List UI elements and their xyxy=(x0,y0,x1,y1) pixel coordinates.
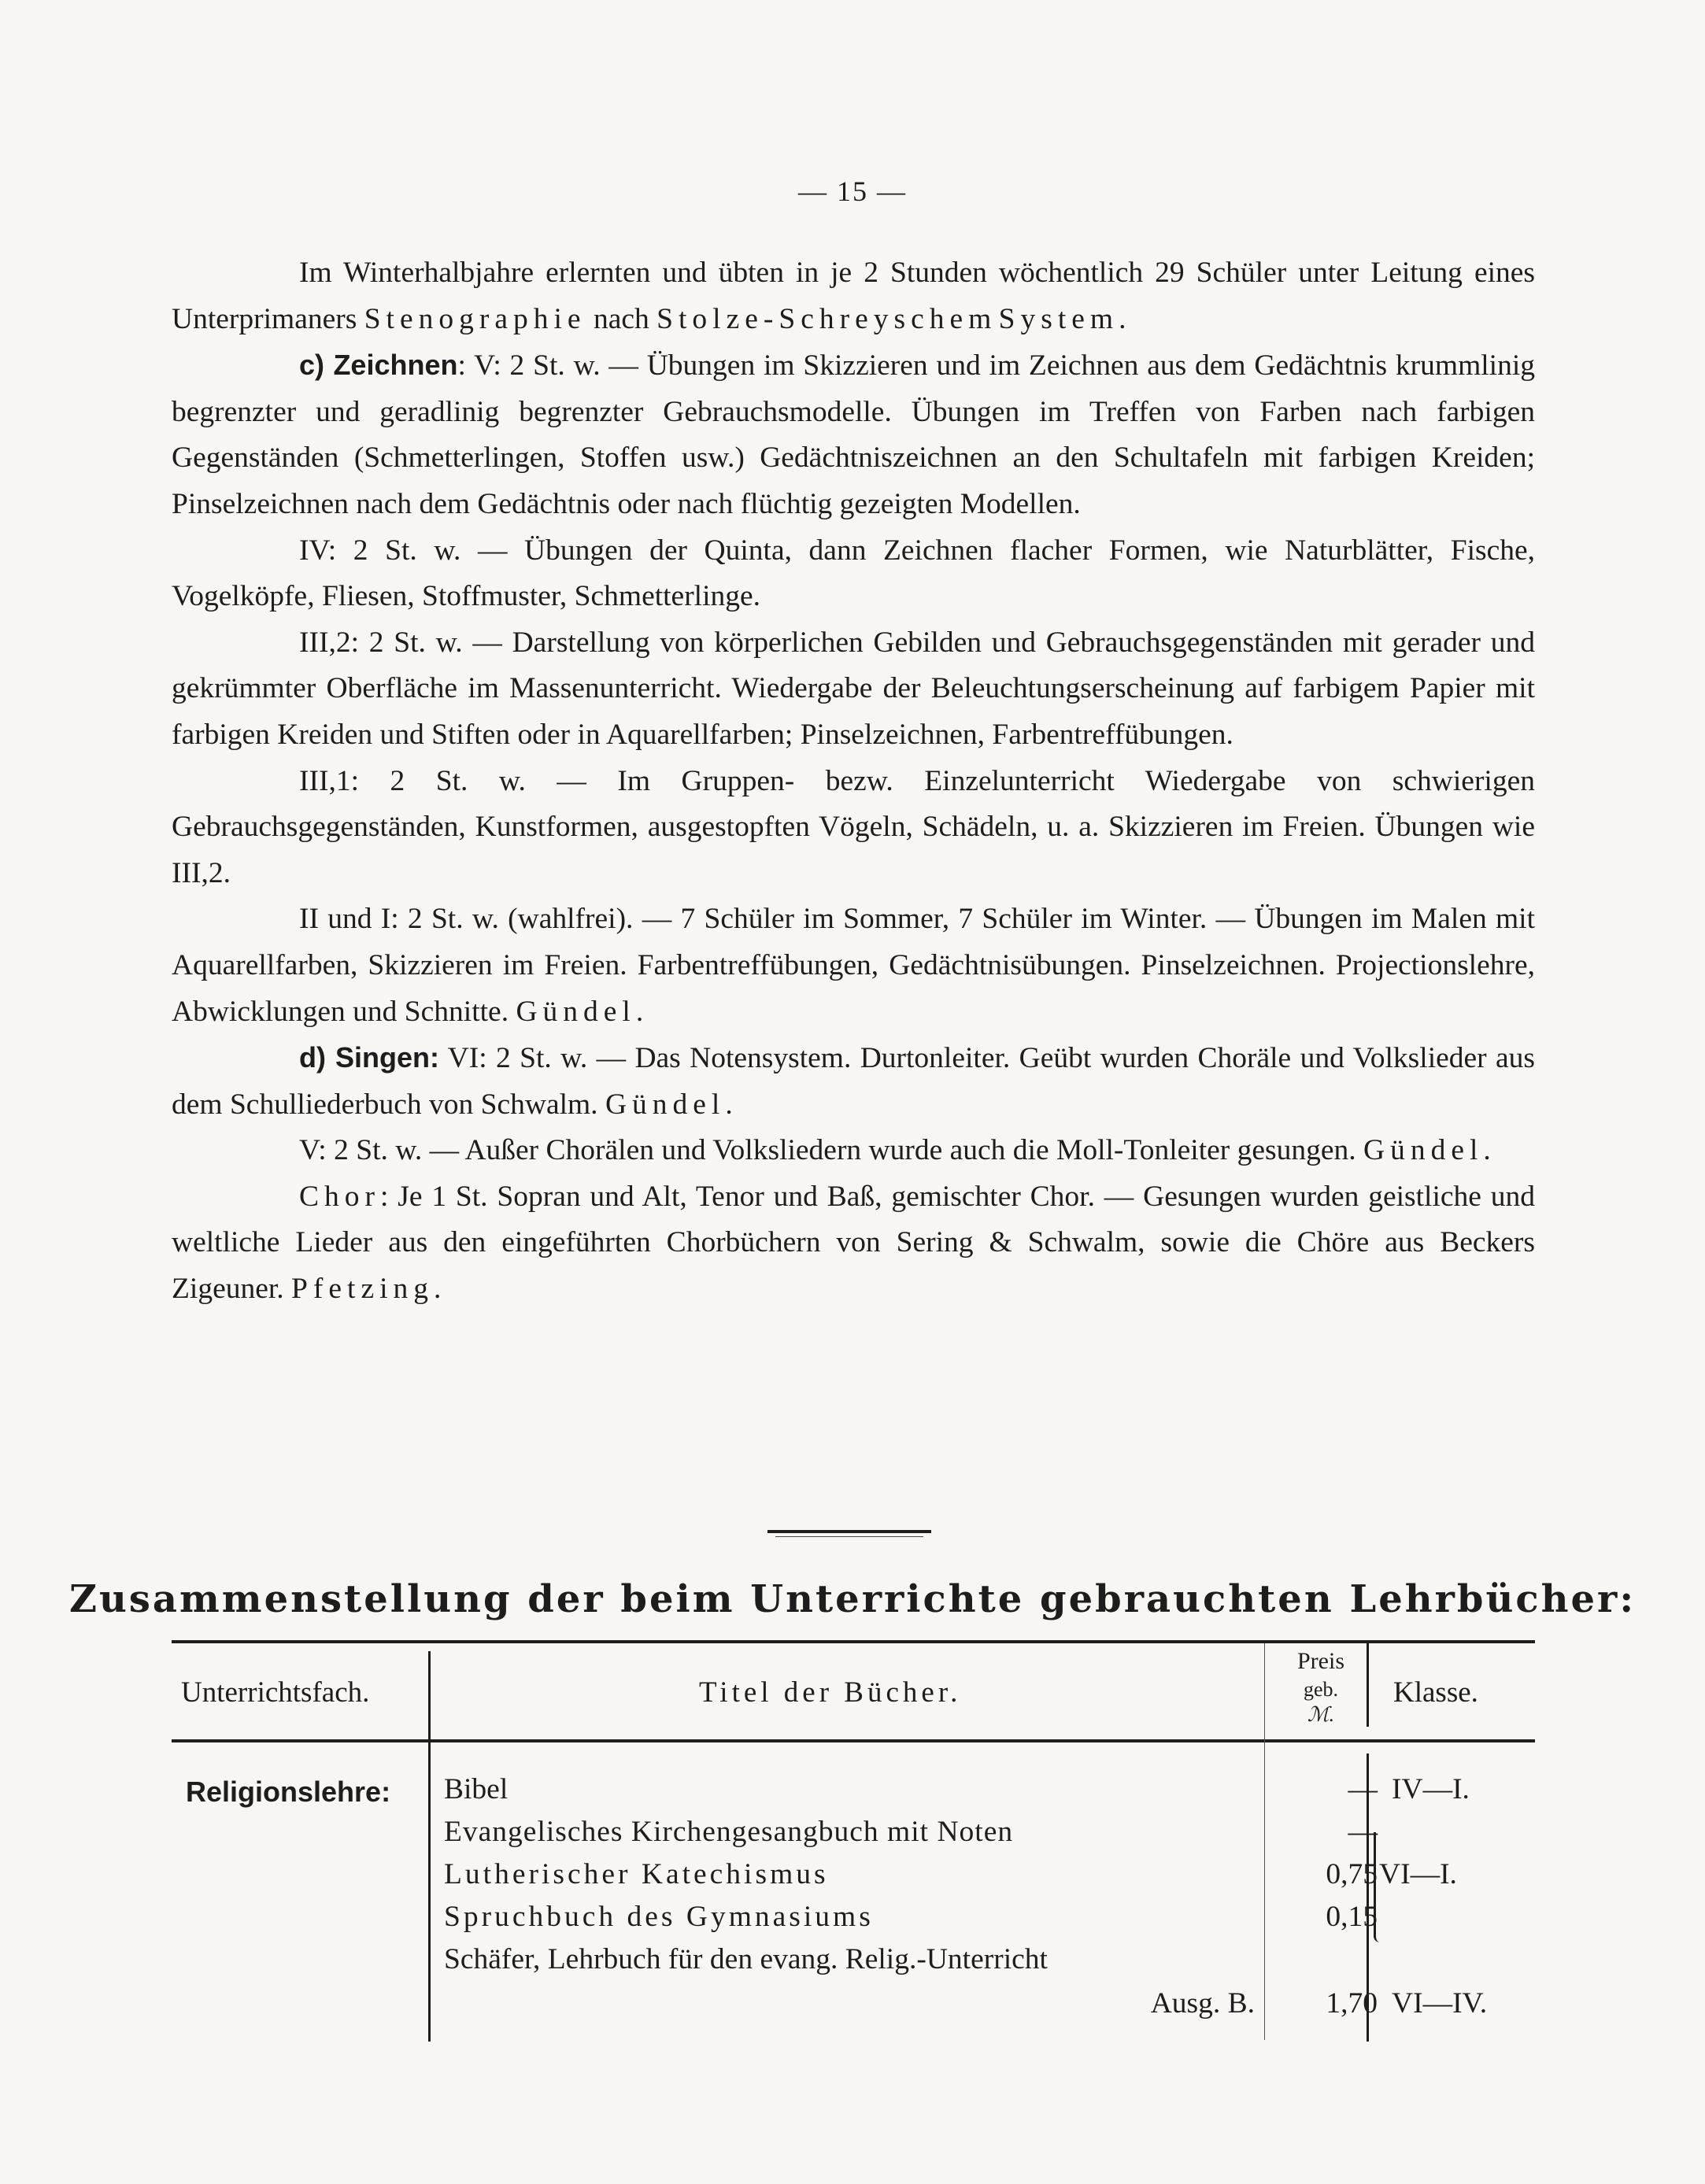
spaced-text: Chor xyxy=(299,1180,380,1213)
column-rule-price xyxy=(1367,1643,1369,1727)
subject-religionslehre: Religionslehre: xyxy=(186,1776,391,1808)
paragraph-text: Im Winterhalbjahre erlernten und übten in je 2 Stunden wöchentlich 29 Schüler unter Leitung eines Unterprimaners xyxy=(172,257,1535,335)
paragraph-text: III,1: 2 St. w. — Im Gruppen- bezw. Einzelunterricht Wiedergabe von schwierigen Gebrauchsgegenständen, Kunstformen, ausgestopften Vögeln, Schädeln, u. a. Skizzieren im Freien. Übungen wie III,2. xyxy=(172,764,1535,889)
paragraph-text: V: 2 St. w. — Außer Chorälen und Volksliedern wurde auch die Moll-Tonleiter gesungen. xyxy=(299,1134,1363,1167)
page-number: — 15 — xyxy=(798,176,907,207)
book-price: — xyxy=(1348,1816,1378,1848)
paragraph-text: . xyxy=(635,995,644,1028)
paragraph-text: II und I: 2 St. w. (wahlfrei). — 7 Schüler im Sommer, 7 Schüler im Winter. — Übungen im Malen mit Aquarellfarben, Skizzieren im Freien. Farbentreffübungen, Gedächtnisübungen. Pinselzeichnen. Projectionslehre, Abwicklungen und Schnitte. xyxy=(172,903,1535,1028)
paragraph xyxy=(172,250,1535,342)
paragraph-text: : Je 1 St. Sopran und Alt, Tenor und Baß, gemischter Chor. — Gesungen wurden geistliche und weltliche Lieder aus den eingeführten Chorbüchern von Sering & Schwalm, sowie die Chöre aus Beckers Zigeuner. xyxy=(172,1180,1535,1306)
paragraph xyxy=(172,759,1535,897)
paragraph-text: VI: 2 St. w. — Das Notensystem. Durtonleiter. Geübt wurden Choräle und Volkslieder aus dem Schulliederbuch von Schwalm. xyxy=(172,1042,1536,1121)
spaced-text: Pfetzing xyxy=(291,1273,435,1306)
book-klasse: VI—IV. xyxy=(1392,1987,1488,2020)
paragraph xyxy=(172,620,1535,759)
section-divider-thin xyxy=(775,1536,923,1537)
spaced-text: Gündel xyxy=(605,1088,726,1121)
book-title: Ausg. B. xyxy=(1150,1987,1255,2020)
table-header-rule xyxy=(172,1739,1535,1742)
body-text xyxy=(172,250,1535,1313)
table-top-rule xyxy=(172,1640,1535,1643)
paragraph xyxy=(172,342,1535,527)
header-subject: Unterrichtsfach. xyxy=(181,1676,370,1709)
paragraph-text: nach xyxy=(586,302,657,335)
column-rule-title xyxy=(1264,1643,1265,2040)
section-label: d) Singen: xyxy=(299,1041,439,1074)
book-title: Lutherischer Katechismus xyxy=(444,1858,829,1890)
column-rule-subject xyxy=(428,1651,431,2042)
table-heading: Zusammenstellung der beim Unterrichte gebrauchten Lehrbücher: xyxy=(68,1577,1637,1621)
paragraph-text: IV: 2 St. w. — Übungen der Quinta, dann Zeichnen flacher Formen, wie Naturblätter, Fische, Vogelköpfe, Fliesen, Stoffmuster, Schmetterlinge. xyxy=(172,534,1535,613)
book-title: Bibel xyxy=(444,1773,509,1805)
book-price: 0,15 xyxy=(1326,1901,1378,1933)
book-title: Evangelisches Kirchengesangbuch mit Noten xyxy=(444,1816,1014,1848)
paragraph-text: m xyxy=(968,302,999,335)
book-title: Schäfer, Lehrbuch für den evang. Relig.-Unterricht xyxy=(444,1943,1048,1975)
spaced-text: Stenographie xyxy=(364,302,586,335)
spaced-text: Gündel xyxy=(516,995,636,1028)
book-price: 0,75 xyxy=(1326,1858,1378,1890)
book-price: — xyxy=(1348,1773,1378,1805)
textbook-table xyxy=(172,1640,1535,2049)
book-klasse: VI—I. xyxy=(1379,1858,1457,1890)
paragraph-text: : V: 2 St. w. — Übungen im Skizzieren und im Zeichnen aus dem Gedächtnis krummlinig begrenzter und geradlinig begrenzter Gebrauchsmodelle. Übungen im Treffen von Farben nach farbigen Gegenständen (Schmetterlingen, Stoffen usw.) Gedächtniszeichnen an den Schultafeln mit farbigen Kreiden; Pinselzeichnen nach dem Gedächtnis oder nach flüchtig gezeigten Modellen. xyxy=(172,349,1535,520)
header-price-bound: geb. xyxy=(1303,1678,1339,1701)
header-price-label: Preis xyxy=(1297,1648,1344,1674)
book-klasse: IV—I. xyxy=(1392,1773,1470,1805)
book-price: 1,70 xyxy=(1326,1987,1378,2020)
section-label: c) Zeichnen xyxy=(299,349,458,382)
paragraph xyxy=(172,1128,1535,1174)
paragraph-text: . xyxy=(725,1088,733,1121)
paragraph-text: . xyxy=(1119,302,1126,335)
paragraph xyxy=(172,896,1535,1035)
paragraph xyxy=(172,1035,1535,1128)
paragraph xyxy=(172,1174,1535,1313)
paragraph-text: . xyxy=(434,1273,442,1306)
header-price-unit: ℳ. xyxy=(1307,1703,1335,1726)
spaced-text: System xyxy=(998,302,1119,335)
book-title: Spruchbuch des Gymnasiums xyxy=(444,1901,874,1933)
paragraph xyxy=(172,528,1535,620)
spaced-text: Gündel xyxy=(1363,1134,1484,1167)
header-klasse: Klasse. xyxy=(1393,1676,1478,1709)
header-title: Titel der Bücher. xyxy=(699,1676,962,1709)
section-divider xyxy=(767,1530,931,1533)
group-brace xyxy=(1374,1832,1381,1942)
paragraph-text: . xyxy=(1483,1134,1491,1167)
spaced-text: Stolze-Schreysche xyxy=(656,302,969,335)
paragraph-text: III,2: 2 St. w. — Darstellung von körperlichen Gebilden und Gebrauchsgegenständen mit gerader und gekrümmter Oberfläche im Massenunterricht. Wiedergabe der Beleuchtungserscheinung auf farbigem Papier mit farbigen Kreiden und Stiften oder in Aquarellfarben; Pinselzeichnen, Farbentreffübungen. xyxy=(172,626,1535,751)
